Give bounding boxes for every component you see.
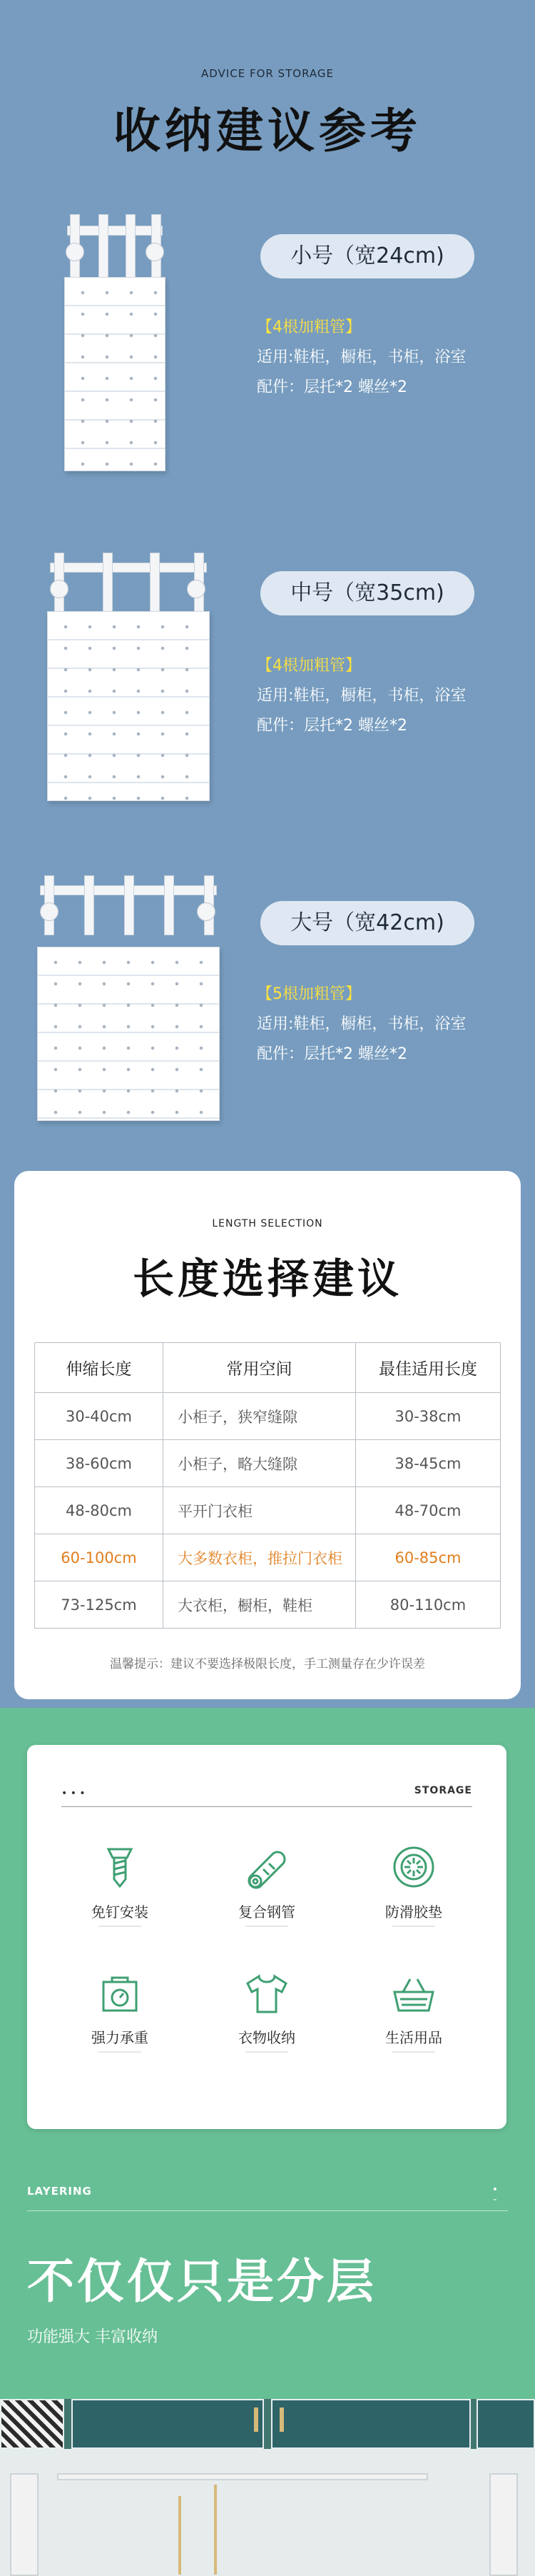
table-cell: 73-125cm	[35, 1581, 163, 1629]
table-cell: 60-100cm	[35, 1534, 163, 1581]
storage-section	[0, 1708, 535, 2576]
layering-dots: • -	[491, 2184, 498, 2205]
table-row	[35, 1487, 501, 1534]
table-cell: 38-60cm	[35, 1440, 163, 1487]
advice-section	[0, 0, 535, 1114]
rack-large-image	[37, 875, 220, 1121]
table-cell: 30-40cm	[35, 1393, 163, 1440]
table-row	[35, 1393, 501, 1440]
table-header: 伸缩长度	[35, 1343, 163, 1393]
size-large-info	[257, 980, 466, 1070]
table-cell: 38-45cm	[356, 1440, 501, 1487]
clothes-icon	[243, 1972, 290, 2016]
screw-icon	[98, 1843, 141, 1891]
length-card	[14, 1171, 521, 1699]
feature-label: 衣物收纳	[238, 2029, 295, 2046]
length-table	[34, 1342, 501, 1629]
table-cell: 平开门衣柜	[163, 1487, 356, 1534]
advice-subtitle: ADVICE FOR STORAGE	[201, 67, 334, 80]
size-small-usage: 适用:鞋柜，橱柜，书柜，浴室	[257, 348, 467, 366]
layering-subtitle: 功能强大 丰富收纳	[27, 2328, 158, 2346]
product-photo	[0, 2399, 535, 2576]
size-small-info	[257, 313, 466, 403]
table-row	[35, 1440, 501, 1487]
layering-title: 不仅仅只是分层	[27, 2254, 377, 2309]
size-medium-info	[257, 651, 466, 741]
feature-label: 生活用品	[385, 2029, 442, 2046]
advice-title: 收纳建议参考	[113, 104, 422, 159]
size-large-pill: 大号（宽42cm)	[260, 901, 474, 945]
features-card	[27, 1745, 506, 2129]
table-cell: 小柜子，狭窄缝隙	[163, 1393, 356, 1440]
layering-label: LAYERING	[27, 2185, 92, 2198]
feature-underline	[98, 2051, 141, 2053]
size-medium-usage: 适用:鞋柜，橱柜，书柜，浴室	[257, 687, 467, 705]
size-medium-tag: 【4根加粗管】	[257, 657, 361, 675]
table-cell: 80-110cm	[356, 1581, 501, 1629]
feature-underline	[98, 1926, 141, 1927]
length-title: 长度选择建议	[132, 1254, 402, 1303]
layering-divider	[27, 2210, 508, 2211]
feature-underline	[392, 2051, 435, 2053]
feature-underline	[392, 1926, 435, 1927]
feature-label: 免钉安装	[91, 1903, 148, 1921]
weight-icon	[98, 1972, 142, 2016]
feature-screw	[49, 1843, 191, 1927]
table-cell: 48-80cm	[35, 1487, 163, 1534]
rack-medium-image	[47, 553, 210, 801]
size-medium-parts: 配件：层托*2 螺丝*2	[257, 717, 407, 735]
table-cell: 大多数衣柜，推拉门衣柜	[163, 1534, 356, 1581]
table-header: 最佳适用长度	[356, 1343, 501, 1393]
card-dots: • • •	[61, 1788, 86, 1799]
pipe-icon	[242, 1843, 292, 1891]
table-header-row	[35, 1343, 501, 1393]
table-cell: 48-70cm	[356, 1487, 501, 1534]
feature-underline	[245, 2051, 288, 2053]
table-cell: 小柜子，略大缝隙	[163, 1440, 356, 1487]
feature-clothes	[195, 1972, 338, 2053]
rack-small-image	[64, 214, 165, 471]
table-row	[35, 1581, 501, 1629]
feature-label: 防滑胶垫	[385, 1903, 442, 1921]
size-large-tag: 【5根加粗管】	[257, 985, 361, 1003]
card-label: STORAGE	[414, 1785, 472, 1796]
feature-pipe	[195, 1843, 338, 1927]
feature-label: 复合钢管	[238, 1903, 295, 1921]
feature-weight	[49, 1972, 191, 2053]
size-small-parts: 配件：层托*2 螺丝*2	[257, 378, 407, 396]
size-large-usage: 适用:鞋柜，橱柜，书柜，浴室	[257, 1015, 467, 1033]
feature-anti-slip	[342, 1843, 485, 1927]
table-cell: 60-85cm	[356, 1534, 501, 1581]
card-divider	[61, 1806, 472, 1807]
anti-slip-icon	[390, 1843, 437, 1891]
feature-underline	[245, 1926, 288, 1927]
length-tip: 温馨提示：建议不要选择极限长度，手工测量存在少许误差	[110, 1657, 425, 1671]
size-large-parts: 配件：层托*2 螺丝*2	[257, 1045, 407, 1063]
length-subtitle: LENGTH SELECTION	[212, 1218, 323, 1229]
size-medium-pill: 中号（宽35cm)	[260, 571, 474, 615]
basket-icon	[390, 1972, 437, 2016]
feature-label: 强力承重	[91, 2029, 148, 2046]
size-small-tag: 【4根加粗管】	[257, 318, 361, 336]
table-header: 常用空间	[163, 1343, 356, 1393]
table-cell: 30-38cm	[356, 1393, 501, 1440]
table-row-highlighted	[35, 1534, 501, 1581]
size-small-pill: 小号（宽24cm)	[260, 234, 474, 278]
feature-basket	[342, 1972, 485, 2053]
table-cell: 大衣柜，橱柜，鞋柜	[163, 1581, 356, 1629]
